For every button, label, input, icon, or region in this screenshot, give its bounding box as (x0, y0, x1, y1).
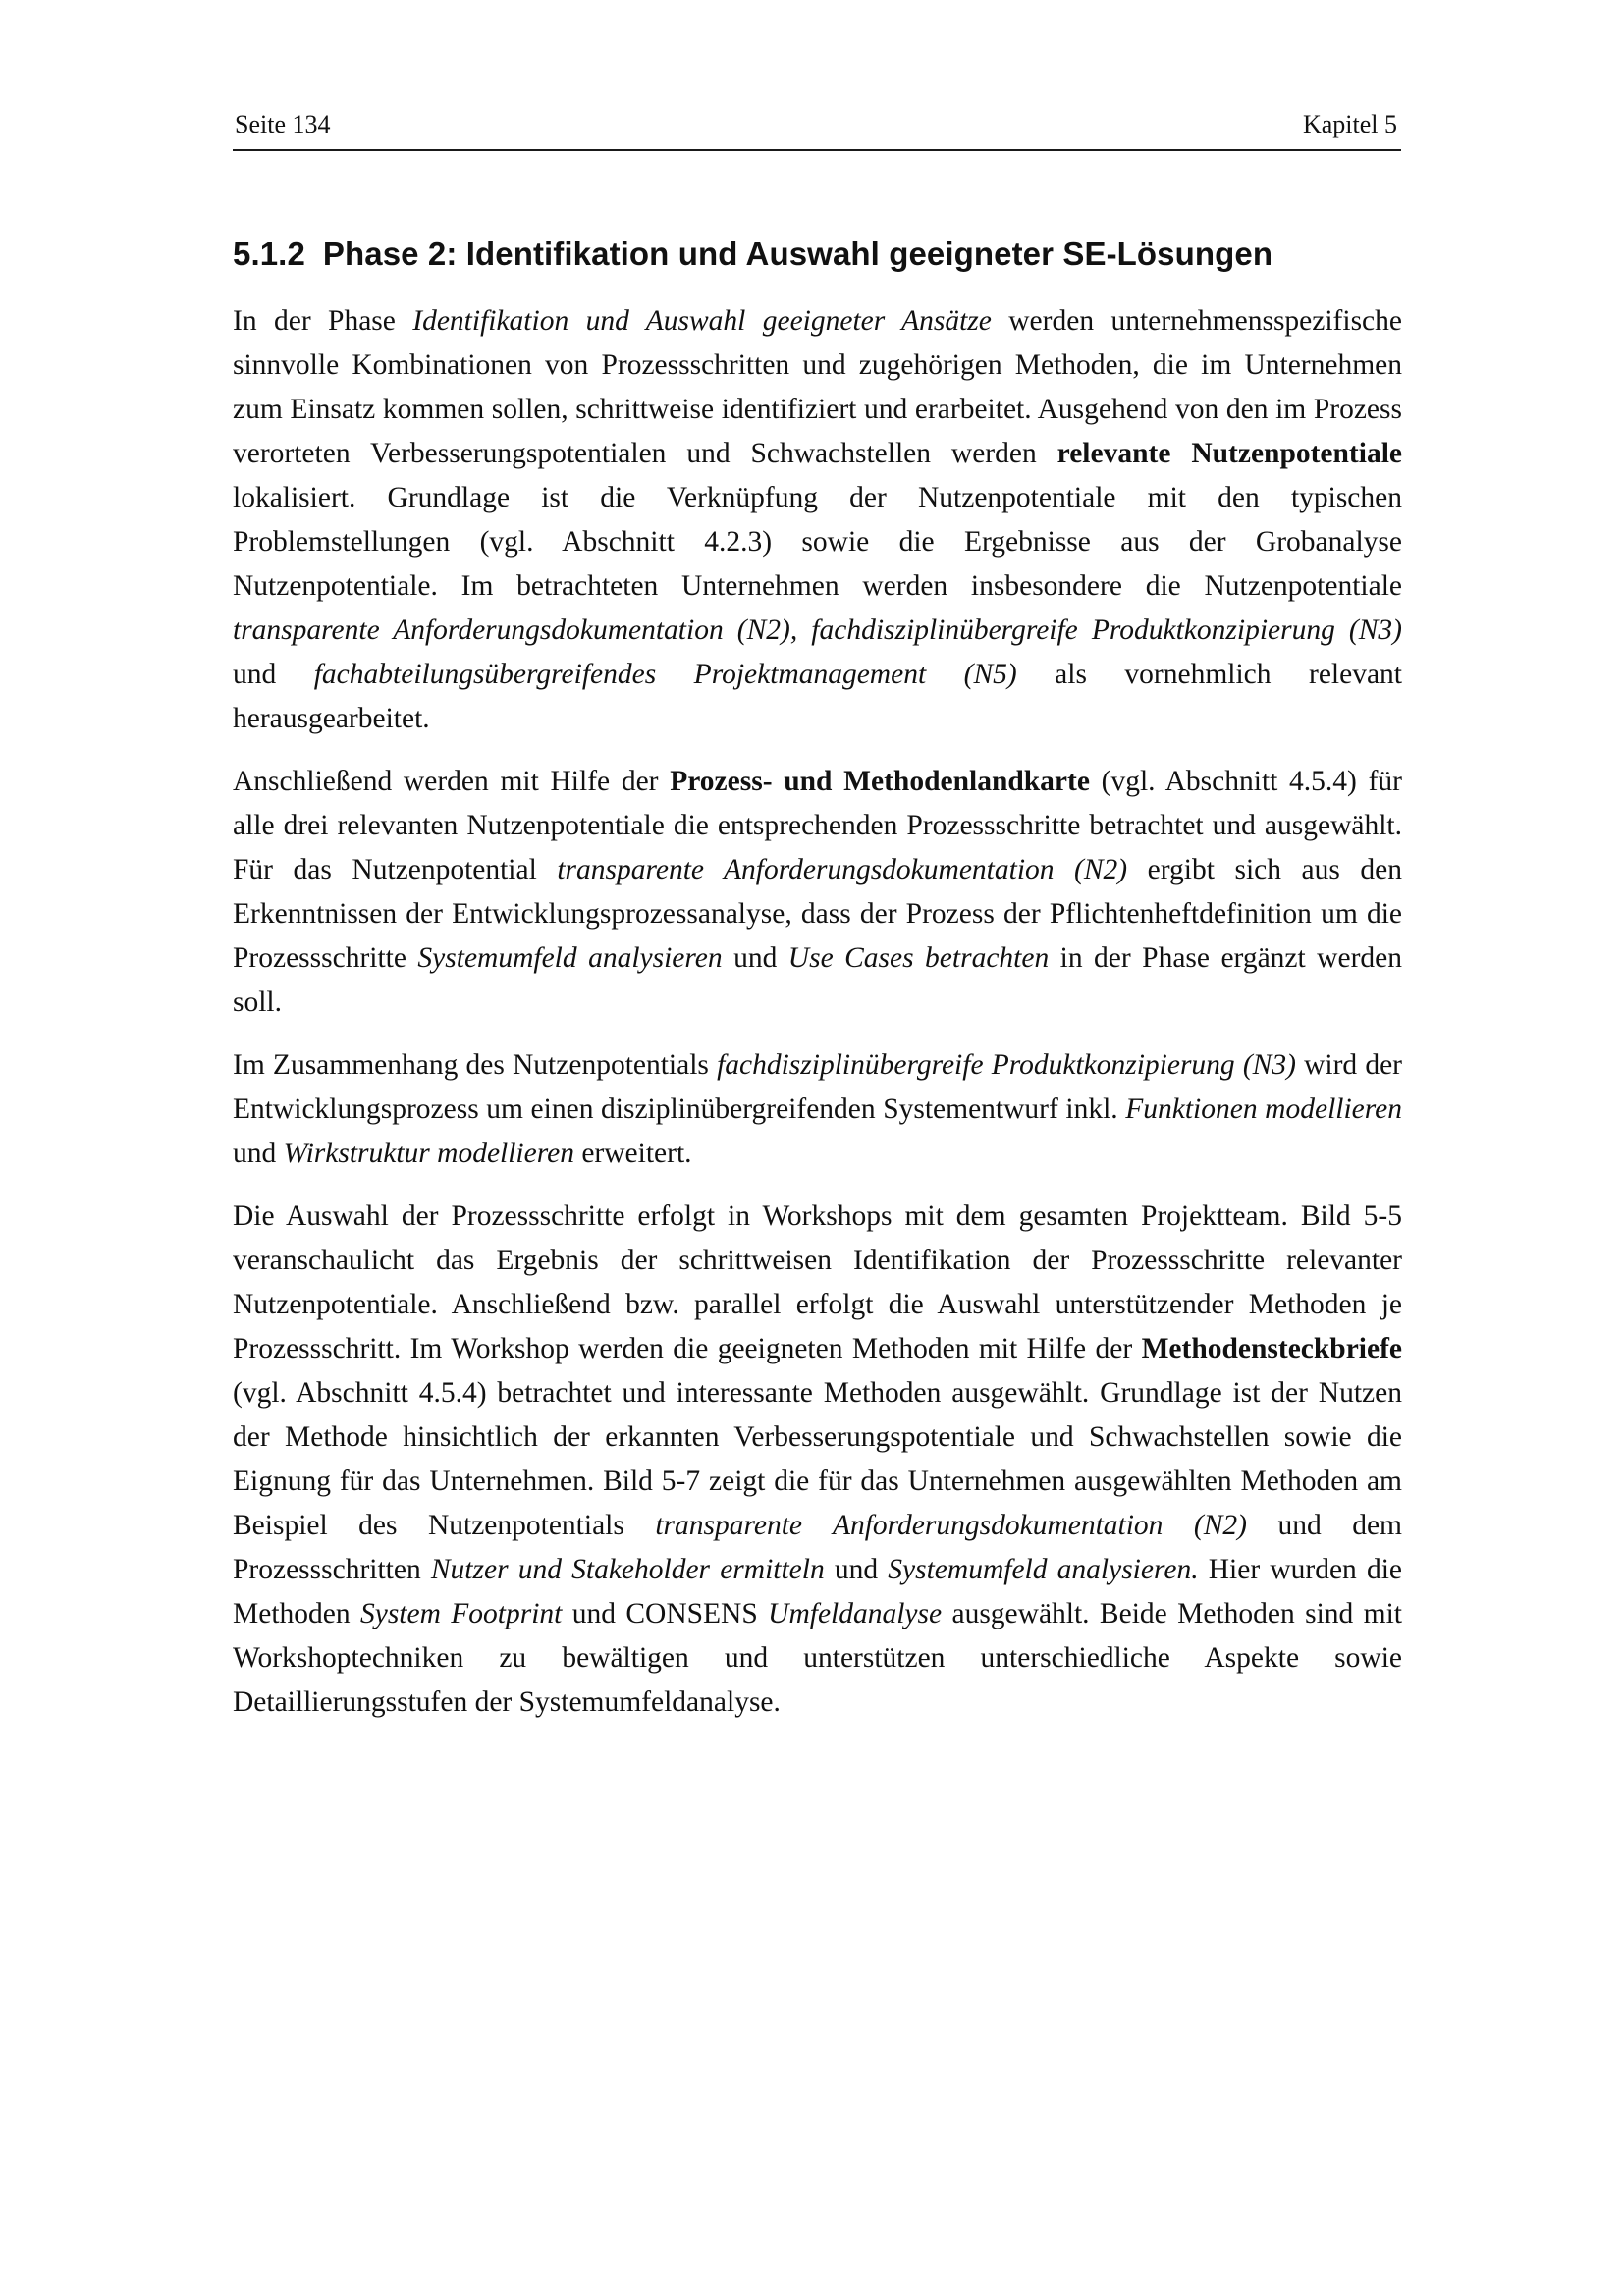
bold-text-run: Prozess- und Methodenlandkarte (670, 766, 1090, 797)
text-run: Die Auswahl der Prozessschritte erfolgt in Workshops mit dem gesamten Projektteam. Bild 5-5 veranschaulicht das Ergebnis der schrittweisen Identifikation der Prozessschritte relevanter Nutzenpotentiale. Anschließend bzw. parallel erfolgt die Auswahl unterstützender Methoden je Prozessschritt. Im Workshop werden die geeigneten Methoden mit Hilfe der (233, 1201, 1402, 1364)
italic-text-run: fachabteilungsübergreifendes Projektmanagement (N5) (313, 659, 1017, 690)
text-run: lokalisiert. Grundlage ist die Verknüpfung der Nutzenpotentiale mit den typischen Problemstellungen (vgl. Abschnitt 4.2.3) sowie die Ergebnisse aus der Grobanalyse Nutzenpotentiale. Im betrachteten Unternehmen werden insbesondere die Nutzenpotentiale (233, 482, 1402, 602)
bold-text-run: Methodensteckbriefe (1141, 1333, 1402, 1364)
text-run: wird der Entwicklungsprozess um einen disziplinübergreifenden Systementwurf inkl. (233, 1049, 1403, 1125)
bold-text-run: relevante Nutzenpotentiale (1056, 438, 1402, 469)
text-run: Anschließend werden mit Hilfe der (233, 766, 671, 797)
section-number: 5.1.2 (233, 236, 305, 272)
italic-text-run: fachdisziplinübergreife Produktkonzipierung (N3) (717, 1049, 1296, 1081)
italic-text-run: transparente Anforderungsdokumentation (N2), fachdisziplinübergreife Produktkonzipierung (N3) (233, 614, 1402, 646)
text-run: und (233, 1138, 284, 1169)
italic-text-run: transparente Anforderungsdokumentation (N2) (655, 1510, 1247, 1541)
text-run: ergibt sich aus den Erkenntnissen der Entwicklungsprozessanalyse, dass der Prozess der Pflichtenheftdefinition um die Prozessschritte (233, 854, 1402, 974)
paragraph (233, 299, 1402, 741)
text-run: in der Phase ergänzt werden soll. (233, 942, 1402, 1018)
text-run: und (824, 1554, 889, 1585)
text-run: und (722, 942, 788, 974)
text-run: als vornehmlich relevant herausgearbeitet. (233, 659, 1402, 734)
body-text (233, 299, 1402, 1743)
text-run: Im Zusammenhang des Nutzenpotentials (233, 1049, 718, 1081)
italic-text-run: Funktionen modellieren (1125, 1094, 1402, 1125)
text-run: In der Phase (233, 305, 413, 337)
text-run: und CONSENS (562, 1598, 769, 1629)
italic-text-run: transparente Anforderungsdokumentation (N2) (557, 854, 1128, 885)
text-run: und (233, 659, 314, 690)
page-header (233, 106, 1401, 151)
text-run: (vgl. Abschnitt 4.5.4) für alle drei relevanten Nutzenpotentiale die entsprechenden Prozessschritte betrachtet und ausgewählt. Für das Nutzenpotential (233, 766, 1402, 885)
italic-text-run: Umfeldanalyse (768, 1598, 943, 1629)
text-run: erweitert. (573, 1138, 692, 1169)
page-number: Seite 134 (235, 110, 331, 138)
italic-text-run: Systemumfeld analysieren (417, 942, 723, 974)
paragraph (233, 760, 1402, 1025)
chapter-label: Kapitel 5 (1302, 110, 1397, 138)
text-run: ausgewählt. Beide Methoden sind mit Workshoptechniken zu bewältigen und unterstützen unterschiedliche Aspekte sowie Detaillierungsstufen der Systemumfeldanalyse. (233, 1598, 1402, 1718)
section-title: Phase 2: Identifikation und Auswahl geeigneter SE-Lösungen (322, 236, 1273, 272)
italic-text-run: Nutzer und Stakeholder ermitteln (430, 1554, 825, 1585)
section-heading (233, 236, 1406, 273)
italic-text-run: System Footprint (359, 1598, 563, 1629)
italic-text-run: Use Cases betrachten (787, 942, 1050, 974)
text-run: Hier wurden die Methoden (233, 1554, 1402, 1629)
text-run: werden unternehmensspezifische sinnvolle Kombinationen von Prozessschritten und zugehörigen Methoden, die im Unternehmen zum Einsatz kommen sollen, schrittweise identifiziert und erarbeitet. Ausgehend von den im Prozess verorteten Verbesserungspotentialen und Schwachstellen werden (233, 305, 1402, 469)
paragraph (233, 1195, 1402, 1725)
text-run: und dem Prozessschritten (233, 1510, 1402, 1585)
text-run: (vgl. Abschnitt 4.5.4) betrachtet und interessante Methoden ausgewählt. Grundlage ist der Nutzen der Methode hinsichtlich der erkannten Verbesserungspotentiale und Schwachstellen sowie die Eignung für das Unternehmen. Bild 5-7 zeigt die für das Unternehmen ausgewählten Methoden am Beispiel des Nutzenpotentials (233, 1377, 1402, 1541)
italic-text-run: Systemumfeld analysieren. (888, 1554, 1199, 1585)
paragraph (233, 1043, 1402, 1176)
italic-text-run: Identifikation und Auswahl geeigneter Ansätze (412, 305, 992, 337)
italic-text-run: Wirkstruktur modellieren (283, 1138, 574, 1169)
